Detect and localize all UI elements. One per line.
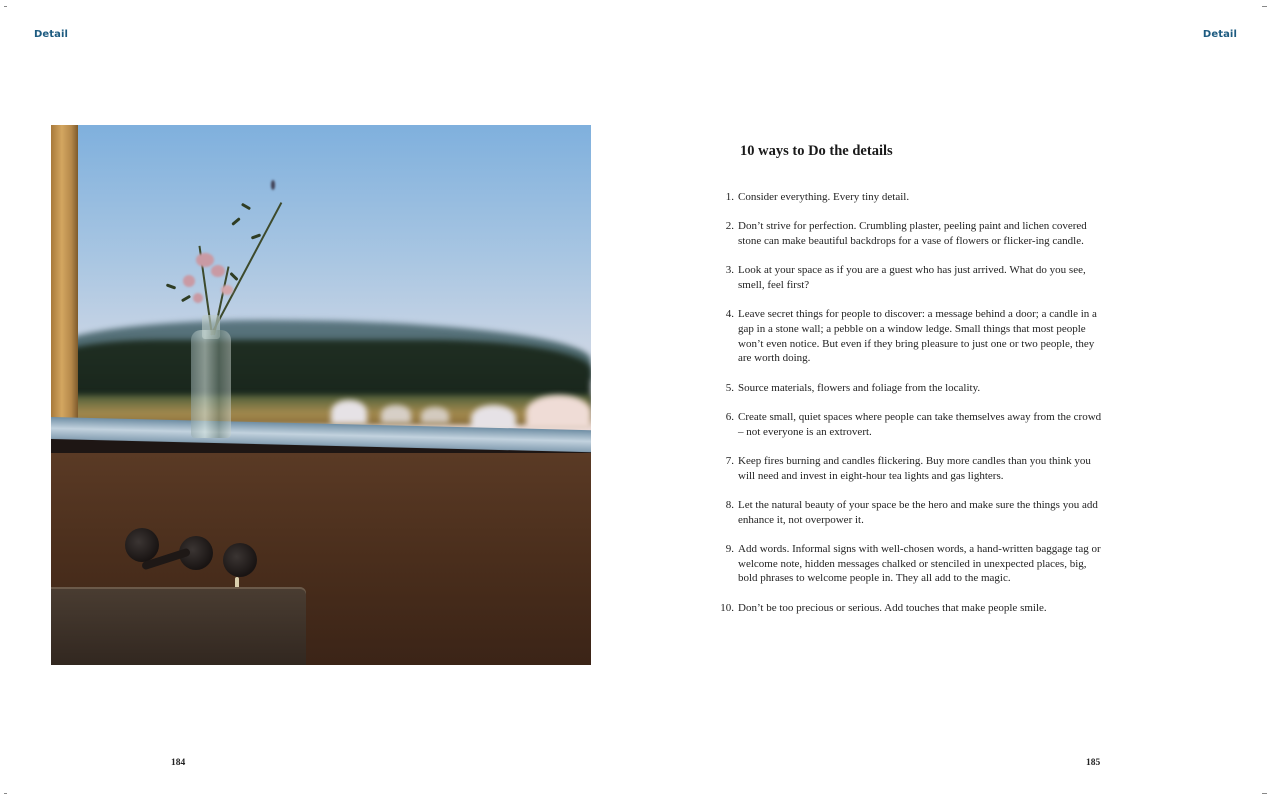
tip-text: Leave secret things for people to discover: a message behind a door; a candle in a gap in a stone wall; a pebble on a window ledge. Small things that most people won’t even notice. But even if they bring pleasure to just one or two people, they are worth doing. (738, 308, 1097, 365)
tip-text: Consider everything. Every tiny detail. (738, 191, 910, 203)
pink-bloom (193, 293, 203, 303)
tip-item (707, 601, 1107, 616)
tip-item (707, 454, 1107, 483)
tap-right (223, 543, 257, 577)
page-number: 185 (1086, 758, 1101, 768)
sink-basin (51, 587, 306, 665)
tip-number: 4. (725, 308, 734, 321)
tip-item (707, 190, 1107, 205)
tip-text: Don’t strive for perfection. Crumbling plaster, peeling paint and lichen covered stone can make beautiful backdrops for a vase of flowers or flicker-ing candle. (738, 220, 1087, 247)
tip-item (707, 542, 1107, 586)
flower-bud (271, 180, 275, 190)
tip-number: 1. (725, 191, 734, 203)
tip-text: Add words. Informal signs with well-chosen words, a hand-written baggage tag or welcome note, hidden messages chalked or stenciled in unexpected places, big, bold phrases to welcome people in. They all add to the magic. (738, 543, 1101, 585)
pink-bloom (196, 253, 214, 267)
pink-bloom (183, 275, 195, 287)
tip-number: 5. (725, 381, 734, 394)
tip-text: Source materials, flowers and foliage from the locality. (738, 381, 981, 394)
tips-list (707, 190, 1107, 630)
left-page (0, 0, 637, 800)
crop-mark (4, 6, 7, 7)
tip-item (707, 498, 1107, 527)
tip-item (707, 410, 1107, 439)
tip-item (707, 263, 1107, 292)
tip-number: 8. (725, 499, 734, 511)
tip-text: Don’t be too precious or serious. Add touches that make people smile. (738, 601, 1047, 614)
tip-number: 3. (725, 264, 734, 277)
right-page (637, 0, 1275, 800)
leaf (229, 272, 238, 281)
tip-number: 6. (725, 411, 734, 423)
list-title: 10 ways to Do the details (740, 143, 893, 159)
leaf (181, 295, 191, 303)
crop-mark (1262, 6, 1267, 7)
leaf (241, 203, 251, 211)
tip-item (707, 307, 1107, 366)
tip-text: Keep fires burning and candles flickering. Buy more candles than you think you will need and invest in eight-hour tea lights and gas lighters. (738, 455, 1091, 482)
bell-tent (381, 405, 411, 423)
wooden-window-post (51, 125, 78, 425)
tip-number: 9. (725, 543, 734, 555)
pink-bloom (211, 265, 225, 277)
tip-text: Let the natural beauty of your space be the hero and make sure the things you add enhance it, not overpower it. (738, 499, 1098, 526)
tip-item (707, 219, 1107, 248)
tip-text: Create small, quiet spaces where people can take themselves away from the crowd – not everyone is an extrovert. (738, 411, 1102, 438)
bell-tent (526, 395, 591, 429)
glass-bottle-vase (191, 330, 231, 438)
bell-tent (331, 400, 367, 424)
tip-number: 2. (725, 220, 734, 233)
crop-mark (4, 793, 7, 794)
leaf (231, 217, 241, 226)
pink-bloom (221, 285, 233, 295)
page-number: 184 (171, 758, 186, 768)
photo-flower-vase (51, 125, 591, 665)
crop-mark (1262, 793, 1267, 794)
tip-number: 10. (720, 601, 734, 614)
tip-text: Look at your space as if you are a guest who has just arrived. What do you see, smell, feel first? (738, 264, 1086, 291)
bell-tent (421, 407, 449, 423)
running-head: Detail (1202, 29, 1237, 40)
tip-item (707, 381, 1107, 396)
running-head: Detail (34, 29, 69, 40)
tip-number: 7. (725, 455, 734, 467)
tap-left (125, 528, 159, 562)
leaf (166, 283, 176, 289)
